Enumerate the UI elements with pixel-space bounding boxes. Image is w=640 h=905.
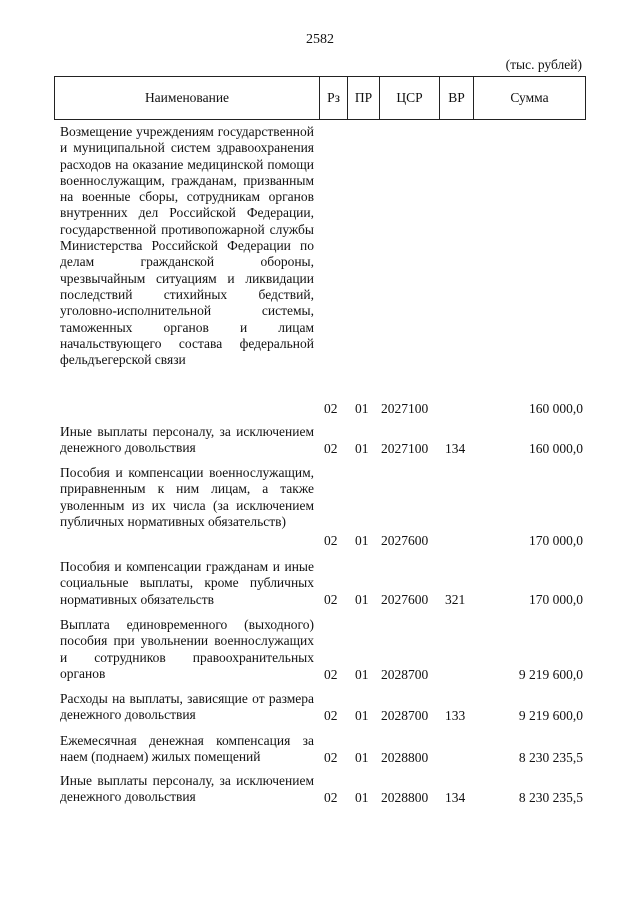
row-pr: 01 — [355, 667, 369, 682]
row-csr: 2027100 — [381, 401, 429, 416]
row-rz: 02 — [324, 592, 338, 607]
row-csr: 2028700 — [381, 708, 429, 723]
row-rz: 02 — [324, 750, 338, 765]
row-rz: 02 — [324, 533, 338, 548]
row-sum: 8 230 235,5 — [518, 790, 583, 805]
row-csr: 2028800 — [381, 750, 429, 765]
row-sum: 8 230 235,5 — [518, 750, 583, 765]
row-sum: 160 000,0 — [529, 401, 583, 416]
header-pr: ПР — [347, 77, 379, 119]
header-rz: Рз — [319, 77, 347, 119]
units-label: (тыс. рублей) — [505, 57, 582, 72]
row-csr: 2028700 — [381, 667, 429, 682]
header-name: Наименование — [54, 77, 319, 119]
row-pr: 01 — [355, 708, 369, 723]
row-sum: 170 000,0 — [529, 533, 583, 548]
row-sum: 9 219 600,0 — [518, 667, 583, 682]
row-sum: 9 219 600,0 — [518, 708, 583, 723]
table-header — [54, 76, 586, 120]
row-name: Ежемесячная денежная компенсация за наем (поднаем) жилых помещений — [60, 733, 314, 765]
row-csr: 2027600 — [381, 533, 429, 548]
row-name: Возмещение учреждениям государственной и муниципальной систем здравоохранения расходов на оказание медицинской помощи военнослужащим, гражданам, призванным на военные сборы, сотрудникам органов внутренних дел Российской Федерации, государственной противопожарной службы Министерства Российской Федерации по делам гражданской обороны, чрезвычайным ситуациям и ликвидации последствий стихийных бедствий, уголовно-исполнительной системы, таможенных органов и лицам начальствующего состава федеральной фельдъегерской связи — [60, 124, 314, 368]
row-pr: 01 — [355, 750, 369, 765]
row-name: Расходы на выплаты, зависящие от размера денежного довольствия — [60, 691, 314, 723]
row-name: Иные выплаты персоналу, за исключением денежного довольствия — [60, 773, 314, 805]
header-sum: Сумма — [473, 77, 586, 119]
row-vr: 321 — [445, 592, 466, 607]
header-csr: ЦСР — [379, 77, 439, 119]
row-vr: 133 — [445, 708, 466, 723]
row-csr: 2027600 — [381, 592, 429, 607]
row-name: Пособия и компенсации гражданам и иные социальные выплаты, кроме публичных нормативных обязательств — [60, 559, 314, 607]
row-rz: 02 — [324, 790, 338, 805]
row-vr: 134 — [445, 441, 466, 456]
row-rz: 02 — [324, 441, 338, 456]
row-pr: 01 — [355, 790, 369, 805]
row-rz: 02 — [324, 667, 338, 682]
row-vr: 134 — [445, 790, 466, 805]
row-name: Иные выплаты персоналу, за исключением денежного довольствия — [60, 424, 314, 456]
page-number: 2582 — [306, 32, 334, 47]
row-pr: 01 — [355, 401, 369, 416]
row-csr: 2027100 — [381, 441, 429, 456]
row-pr: 01 — [355, 441, 369, 456]
row-sum: 170 000,0 — [529, 592, 583, 607]
row-sum: 160 000,0 — [529, 441, 583, 456]
row-name: Пособия и компенсации военнослужащим, приравненным к ним лицам, а также уволенным из их числа (за исключением публичных нормативных обязательств) — [60, 465, 314, 529]
row-pr: 01 — [355, 592, 369, 607]
row-rz: 02 — [324, 401, 338, 416]
row-csr: 2028800 — [381, 790, 429, 805]
row-pr: 01 — [355, 533, 369, 548]
row-name: Выплата единовременного (выходного) пособия при увольнении военнослужащих и сотрудников правоохранительных органов — [60, 617, 314, 681]
row-rz: 02 — [324, 708, 338, 723]
header-vr: ВР — [439, 77, 473, 119]
